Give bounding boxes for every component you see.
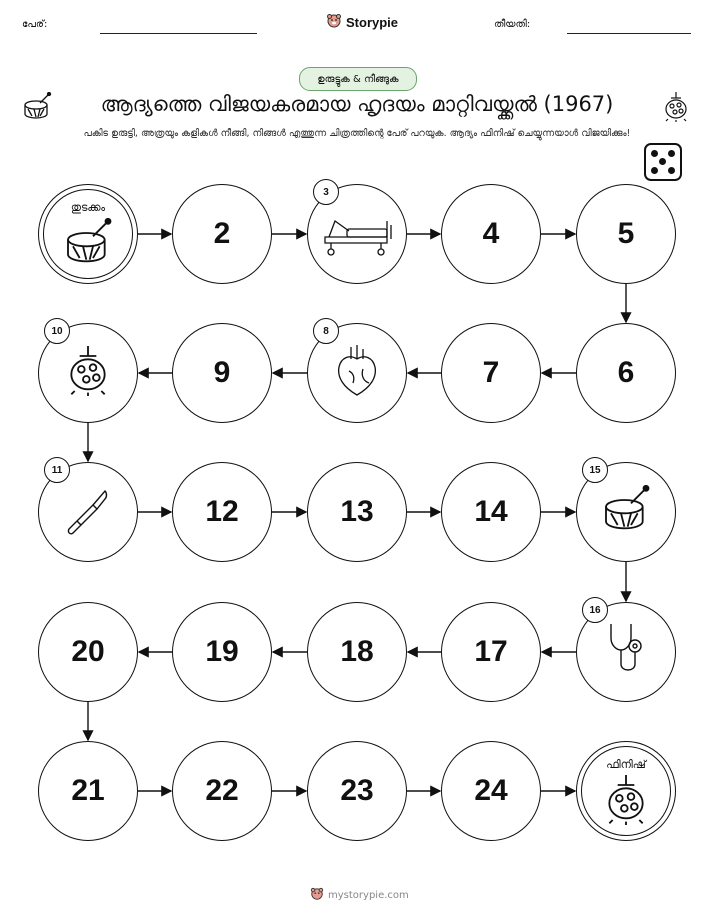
board-space: [441, 184, 541, 284]
finish-space: [576, 741, 676, 841]
board-space: [307, 323, 407, 423]
space-number-badge: 11: [44, 457, 70, 483]
start-space: [38, 184, 138, 284]
board-space: [307, 741, 407, 841]
board-space: [38, 741, 138, 841]
stethoscope-icon: [601, 620, 651, 684]
board-space: [441, 462, 541, 562]
board-space: [307, 184, 407, 284]
board-space: [441, 323, 541, 423]
surgical-lamp-icon: [604, 775, 648, 829]
space-number: 19: [205, 635, 239, 668]
page-title: ആദ്യത്തെ വിജയകരമായ ഹൃദയം മാറ്റിവയ്ക്കൽ (1967): [100, 92, 614, 116]
space-number: 13: [340, 495, 374, 528]
drum-icon: [598, 485, 654, 539]
footer-site: mystorypie.com: [328, 890, 409, 901]
board-space: [576, 184, 676, 284]
board-space: [307, 462, 407, 562]
surgical-lamp-icon: [66, 346, 110, 400]
board-space: [38, 462, 138, 562]
board-space: [576, 323, 676, 423]
footer: [310, 887, 409, 904]
space-number: 24: [474, 774, 508, 807]
brand-name: Storypie: [346, 15, 399, 30]
hospital-bed-icon: [317, 207, 397, 261]
board-space: [172, 323, 272, 423]
bear-logo-icon: [310, 887, 324, 904]
board-space: [576, 602, 676, 702]
finish-label: ഫിനിഷ്: [606, 758, 646, 771]
space-number: 22: [205, 774, 239, 807]
space-number: 18: [340, 635, 374, 668]
drum-icon: [60, 218, 116, 272]
board-space: [307, 602, 407, 702]
space-number: 21: [71, 774, 105, 807]
name-label: പേര്:: [22, 19, 48, 30]
space-number: 23: [340, 774, 374, 807]
space-number: 4: [482, 217, 500, 250]
space-number-badge: 10: [44, 318, 70, 344]
space-number: 7: [482, 356, 500, 389]
board-space: [441, 741, 541, 841]
instructions: പകിട ഉരുട്ടി, അത്രയും കളികൾ നീങ്ങി, നിങ്ങൾ എത്തുന്ന ചിത്രത്തിന്റെ പേര് പറയുക. ആദ്യം ഫിനിഷ് ചെയ്യുന്നയാൾ വിജയിക്കും!: [83, 128, 631, 139]
space-number-badge: 15: [582, 457, 608, 483]
space-number: 9: [213, 356, 231, 389]
board-space: [441, 602, 541, 702]
board-space: [38, 602, 138, 702]
space-number: 12: [205, 495, 239, 528]
space-number: 2: [213, 217, 231, 250]
space-number-badge: 3: [313, 179, 339, 205]
heart-icon: [333, 343, 381, 403]
space-number: 5: [617, 217, 635, 250]
space-number: 6: [617, 356, 635, 389]
space-number: 14: [474, 495, 508, 528]
game-type-pill: ഉരുട്ടുക & നീങ്ങുക: [299, 67, 417, 91]
space-number: 17: [474, 635, 508, 668]
space-number-badge: 8: [313, 318, 339, 344]
board-space: [172, 602, 272, 702]
board-space: [172, 741, 272, 841]
board-space: [38, 323, 138, 423]
space-number: 20: [71, 635, 105, 668]
board-space: [576, 462, 676, 562]
space-number-badge: 16: [582, 597, 608, 623]
scalpel-icon: [63, 485, 113, 539]
board-space: [172, 462, 272, 562]
date-label: തീയതി:: [494, 19, 531, 30]
board-space: [172, 184, 272, 284]
start-label: തുടക്കം: [70, 201, 106, 214]
